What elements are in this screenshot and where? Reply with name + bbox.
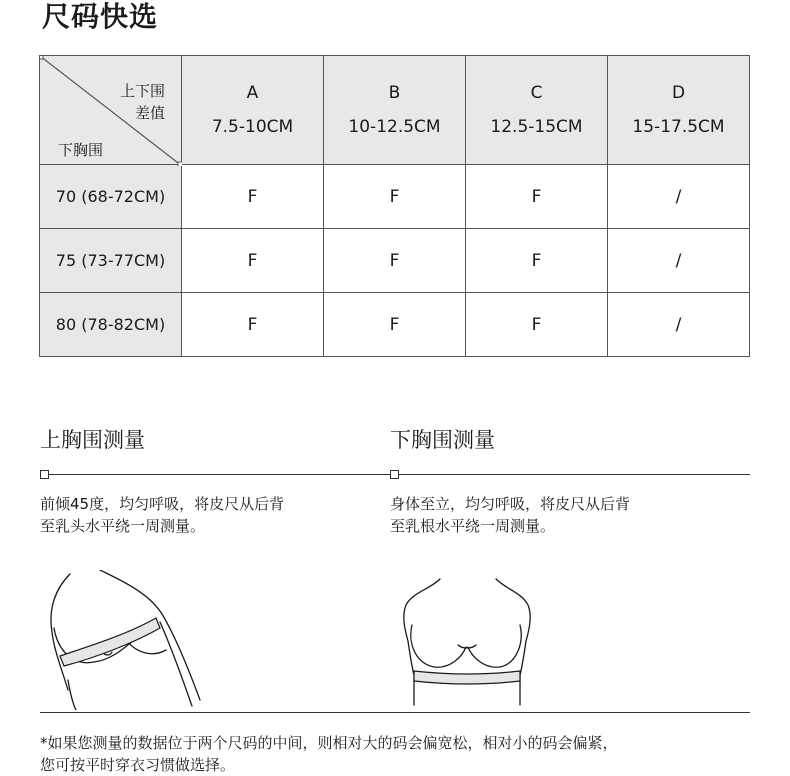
band-size-cell: 75 (73-77CM) [40, 229, 182, 293]
cup-range: 10-12.5CM [348, 117, 441, 137]
lower-bust-illustration [400, 575, 540, 710]
divider-marker [40, 470, 49, 479]
desc-line: 前倾45度，均匀呼吸，将皮尺从后背 [40, 495, 285, 513]
band-size-cell: 70 (68-72CM) [40, 165, 182, 229]
size-cell: / [608, 293, 750, 357]
size-cell: F [466, 229, 608, 293]
cup-letter: C [530, 83, 543, 103]
size-cell: F [182, 229, 324, 293]
table-row [40, 229, 750, 293]
cup-range: 7.5-10CM [211, 117, 294, 137]
size-cell: F [324, 165, 466, 229]
cup-letter: A [246, 83, 259, 103]
table-corner-cell [40, 56, 182, 165]
cup-range: 12.5-15CM [490, 117, 583, 137]
size-cell: F [324, 293, 466, 357]
cup-header-a [182, 56, 324, 165]
corner-label-line2: 差值 [134, 104, 165, 122]
footer-divider [40, 712, 750, 713]
upper-bust-description [40, 493, 370, 537]
size-cell: / [608, 229, 750, 293]
page-title: 尺码快选 [42, 0, 159, 33]
cup-range: 15-17.5CM [632, 117, 725, 137]
note-line: *如果您测量的数据位于两个尺码的中间，则相对大的码会偏宽松，相对小的码会偏紧， [40, 734, 618, 752]
table-row [40, 293, 750, 357]
size-cell: F [182, 293, 324, 357]
section-divider [40, 474, 390, 475]
cup-header-d [608, 56, 750, 165]
size-cell: / [608, 165, 750, 229]
cup-letter: B [388, 83, 401, 103]
upper-bust-title: 上胸围测量 [40, 428, 145, 452]
desc-line: 至乳根水平绕一周测量。 [390, 517, 556, 535]
upper-bust-illustration [40, 570, 220, 710]
corner-diff-label [120, 80, 165, 124]
size-chart-table [39, 55, 750, 357]
corner-label-line1: 上下围 [119, 82, 165, 100]
size-cell: F [182, 165, 324, 229]
desc-line: 身体至立，均匀呼吸，将皮尺从后背 [390, 495, 631, 513]
lower-bust-description [390, 493, 720, 537]
cup-header-b [324, 56, 466, 165]
lower-bust-title: 下胸围测量 [390, 428, 495, 452]
size-cell: F [324, 229, 466, 293]
table-header-row [40, 56, 750, 165]
size-cell: F [466, 293, 608, 357]
desc-line: 至乳头水平绕一周测量。 [40, 517, 206, 535]
cup-letter: D [671, 83, 686, 103]
table-row [40, 165, 750, 229]
band-size-cell: 80 (78-82CM) [40, 293, 182, 357]
section-divider [390, 474, 750, 475]
corner-band-label: 下胸围 [58, 141, 104, 159]
note-line: 您可按平时穿衣习惯做选择。 [40, 756, 236, 774]
size-cell: F [466, 165, 608, 229]
size-advice-note [40, 732, 760, 776]
divider-marker [390, 470, 399, 479]
cup-header-c [466, 56, 608, 165]
